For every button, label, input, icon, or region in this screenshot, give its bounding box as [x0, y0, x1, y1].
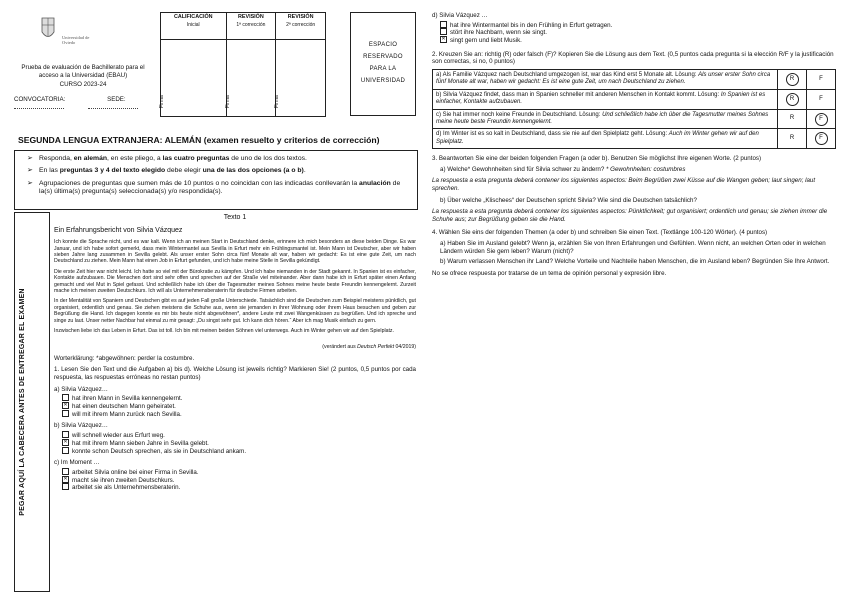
table-row	[433, 109, 836, 129]
text-heading: Ein Erfahrungsbericht von Silvia Vázquez	[54, 226, 183, 234]
option-r[interactable]	[778, 69, 807, 89]
text-1	[54, 214, 416, 492]
checkbox[interactable]	[440, 21, 447, 28]
circled-answer: R	[786, 73, 799, 86]
grading-table	[160, 12, 326, 117]
instruction-item: ➢ En las preguntas 3 y 4 del texto elegido debe elegir una de las dos opciones (a o b).	[27, 167, 306, 175]
question-3a-criteria: La respuesta a esta pregunta deberá contener los siguientes aspectos: Beim Begrüßen zwei Küsse auf die Wangen geben; laut singen; laut sprechen.	[432, 177, 816, 193]
table-row	[433, 89, 836, 109]
question-4-note: No se ofrece respuesta por tratarse de un tema de opinión personal y expresión libre.	[432, 269, 667, 277]
question-2-title: 2. Kreuzen Sie an: richtig (R) oder falsch (F)? Kopieren Sie die Lösung aus dem Text. (0,5 puntos cada pregunta si la elección R/F y la justificación son correctas, si no, 0 puntos)	[432, 50, 834, 66]
option-f[interactable]	[807, 109, 836, 129]
arrow-icon: ➢	[27, 179, 33, 187]
page-title: SEGUNDA LENGUA EXTRANJERA: ALEMÁN (examen resuelto y criterios de corrección)	[18, 135, 380, 145]
arrow-icon: ➢	[27, 167, 33, 175]
table-row	[433, 69, 836, 89]
right-column	[432, 12, 836, 280]
reserved-space-box	[350, 12, 416, 116]
paragraph: Inzwischen liebe ich das Leben in Erfurt. Das ist toll. Ich bin mit meinen beiden Söhnen viel unterwegs. Auch im Winter gehen wir auf den Spielplatz.	[54, 328, 394, 335]
instruction-item: ➢ Responda, en alemán, en este pliego, a las cuatro preguntas de uno de los dos textos.	[27, 155, 307, 162]
q1-item-a: a) Silvia Vázquez… hat ihren Mann in Sevilla kennengelernt. ✕ hat einen deutschen Mann geheiratet. will mit ihrem Mann zurück nach Sevilla.	[54, 385, 183, 418]
checkbox[interactable]	[62, 431, 69, 438]
question-1-title: 1. Lesen Sie den Text und die Aufgaben a) bis d). Welche Lösung ist jeweils richtig? Markieren Sie! (2 puntos, 0,5 puntos por cada respuesta, las respuestas erróneas no restan puntos)	[54, 366, 416, 382]
q1-item-c: c) Im Moment … arbeitet Silvia online bei einer Firma in Sevilla. ✕ macht sie ihren zweiten Deutschkurs. arbeitet sie als Unternehmensberaterin.	[54, 459, 199, 492]
question-4b: b) Warum verlassen Menschen ihr Land? Welche Vorteile und Nachteile haben Menschen, die im Ausland leben? Begründen Sie Ihre Antwort.	[440, 258, 830, 266]
checkbox[interactable]	[62, 410, 69, 417]
paragraph: Die erste Zeit hier war nicht leicht. Ich hatte so viel mit der Bürokratie zu kämpfen. Und ich habe niemanden in der Stadt gekannt. In Spanien ist es einfacher, Kontakte aufzubauen. Die Menschen dort sind sehr offen und sprechen auf der Straße viel miteinander. Aber dann habe ich in Erfurt später einen Anfang gemacht und viel Mut in Spiel gefasst. Und schließlich habe ich über die Tagesmutter meines Sohnes meine heute beste Freundin kennengelernt. Zurzeit mache ich meinen zweiten Deutschkurs. Ich will als Unternehmensberaterin für deutsche Firmen arbeiten.	[54, 268, 416, 295]
university-name: Universidad de Oviedo	[62, 35, 90, 45]
checkbox[interactable]: ✕	[63, 475, 68, 482]
checkbox[interactable]: ✕	[441, 36, 446, 43]
instruction-item: ➢ Agrupaciones de preguntas que sumen más de 10 puntos o no coincidan con las indicadas conllevarán la anulación de la(s) última(s) pregunta(s) seleccionada(s) y/o respondida(s).	[27, 179, 401, 196]
instructions-box	[14, 150, 418, 210]
question-4-title: 4. Wählen Sie eins der folgenden Themen (a oder b) und schreiben Sie einen Text. (Textlänge 100-120 Wörter). (4 puntos)	[432, 229, 768, 237]
convocatoria-line	[14, 108, 64, 109]
checkbox[interactable]	[62, 447, 69, 454]
sede-label: SEDE:	[107, 96, 126, 103]
question-3b-criteria: La respuesta a esta pregunta deberá contener los siguientes aspectos: Pünktlichkeit; gut organisiert; ordentlich und genau; sie ziehen immer die Schuhe aus; zur Begrüßung geben sie die Hand.	[432, 208, 828, 223]
checkbox[interactable]: ✕	[63, 438, 68, 445]
true-false-table	[432, 69, 836, 149]
signature-cell: Firma	[226, 40, 276, 117]
grading-col-2: REVISIÓN 1ª corrección	[226, 13, 276, 40]
checkbox[interactable]	[62, 394, 69, 401]
question-3b: b) Über welche „Klischees“ der Deutschen spricht Silvia? Wie sind die Deutschen tatsächlich?	[440, 196, 697, 204]
circled-answer: F	[815, 113, 828, 126]
question-3a: a) Welche* Gewohnheiten sind für Silvia schwer zu ändern? * Gewohnheiten: costumbres	[440, 165, 686, 173]
statement: a) Als Familie Vázquez nach Deutschland umgezogen ist, war das Kind erst 5 Monate alt. Lösung: Als unser erster Sohn circa fünf Monate alt war, haben wir gedacht: Es ist eine gute Zeit, um nach Deutschland zu ziehen.	[433, 69, 778, 89]
paragraph: In der Mentalität von Spaniern und Deutschen gibt es auf jeden Fall große Unterschiede. Tatsächlich sind die Deutschen zum Beispiel meistens pünktlich, gut organisiert, ordentlich und genau. Sie ziehen meistens die Schuhe aus, wenn sie jemanden in ihrer Wohnung oder ihrem Haus besuchen und geben zur Begrüßung die Hand. Ich dagegen konnte es mir bis heute nicht abgewöhnen*, andere Leute mit zwei Wangenküssen zu begrüßen. Und ich spreche und singe zu laut. Unser netter Nachbar hat einmal zu mir gesagt: „Du singst sehr gut. Ich kann dich hören.“ Aber ich mag Musik einfach zu gern.	[54, 298, 416, 324]
reserved-line: ESPACIO	[368, 42, 398, 48]
checkbox[interactable]: ✕	[63, 401, 68, 408]
text-label: Texto 1	[223, 214, 247, 221]
checkbox[interactable]	[62, 468, 69, 475]
exam-name: Prueba de evaluación de Bachillerato para el acceso a la Universidad (EBAU)	[21, 64, 145, 79]
option-f[interactable]	[807, 129, 836, 149]
option-f[interactable]: F	[807, 69, 836, 89]
table-row	[433, 129, 836, 149]
statement: c) Sie hat immer noch keine Freunde in Deutschland. Lösung: Und schließlich habe ich über die Tagesmutter meines Sohnes meine heute beste Freundin kennengelernt.	[433, 109, 778, 129]
signature-cell: Firma	[276, 40, 326, 117]
circled-answer: R	[786, 93, 799, 106]
convocatoria-label: CONVOCATORIA:	[14, 96, 66, 103]
statement: d) Im Winter ist es so kalt in Deutschland, dass sie nie auf den Spielplatz geht. Lösung: Auch im Winter gehen wir auf den Spielplatz.	[433, 129, 778, 149]
question-3-title: 3. Beantworten Sie eine der beiden folgenden Fragen (a oder b). Benutzen Sie möglichst Ihre eigenen Worte. (2 puntos)	[432, 155, 762, 163]
reserved-line: RESERVADO	[363, 54, 403, 60]
option-r[interactable]: R	[778, 129, 807, 149]
sidebar-text: PEGAR AQUÍ LA CABECERA ANTES DE ENTREGAR EL EXAMEN	[19, 288, 26, 516]
source: (verändert aus Deutsch Perfekt 04/2019)	[322, 344, 416, 351]
q1-item-b: b) Silvia Vázquez… will schnell wieder aus Erfurt weg. ✕ hat mit ihrem Mann sieben Jahre in Sevilla gelebt. konnte schon Deutsch sprechen, als sie in Deutschland ankam.	[54, 422, 247, 455]
option-f[interactable]: F	[807, 89, 836, 109]
reserved-line: PARA LA	[369, 66, 397, 72]
checkbox[interactable]	[440, 28, 447, 35]
reserved-line: UNIVERSIDAD	[360, 78, 406, 84]
sede-line	[88, 108, 138, 109]
grading-col-3: REVISIÓN 2ª corrección	[276, 13, 326, 40]
exam-info	[14, 64, 152, 89]
header-paste-area	[14, 212, 50, 592]
checkbox[interactable]	[62, 483, 69, 490]
statement: b) Silvia Vázquez findet, dass man in Spanien schneller mit anderen Menschen in Kontakt kommt. Lösung: In Spanien ist es einfacher, Kontakte aufzubauen.	[433, 89, 778, 109]
arrow-icon: ➢	[27, 155, 33, 162]
paragraph: Ich konnte die Sprache nicht, und es war kalt. Wenn ich an meinen Start in Deutschland denke, erinnere ich mich besonders an diese beiden Dinge. Es war Januar, und ich habe sofort gemerkt, dass mein Wintermantel aus Sevilla in Erfurt mehr ein Frühlingsmantel ist. Mein Mann ist Deutscher, aber wir haben sieben Jahre lang zusammen in Sevilla gelebt. Als unser erster Sohn circa fünf Monate alt war, haben wir gedacht: Es ist eine gute Zeit, um nach Deutschland zu ziehen. Mein Mann hat einen Job in Erfurt gefunden, und ich habe meine Stelle in Sevilla gekündigt.	[54, 239, 416, 265]
university-logo	[30, 14, 100, 46]
option-r[interactable]	[778, 89, 807, 109]
grading-col-1: CALIFICACIÓN Inicial	[161, 13, 227, 40]
circled-answer: F	[815, 132, 828, 145]
convocatoria-row	[14, 96, 154, 111]
q1-item-d: d) Silvia Vázquez … hat ihre Wintermantel bis in den Frühling in Erfurt getragen. stört ihre Nachbarn, wenn sie singt. ✕ singt gern und liebt Musik.	[432, 12, 613, 45]
question-4a: a) Haben Sie im Ausland gelebt? Wenn ja, erzählen Sie von Ihren Erfahrungen und Gefühlen. Wenn nicht, an welchen Orten oder in welchen Ländern würden Sie gern leben? Warum (nicht)?	[440, 239, 826, 255]
crest-icon	[40, 16, 56, 42]
glossary: Worterklärung: *abgewöhnen: perder la costumbre.	[54, 354, 195, 362]
signature-cell: Firma	[161, 40, 227, 117]
option-r[interactable]: R	[778, 109, 807, 129]
course: CURSO 2023-24	[59, 81, 107, 89]
